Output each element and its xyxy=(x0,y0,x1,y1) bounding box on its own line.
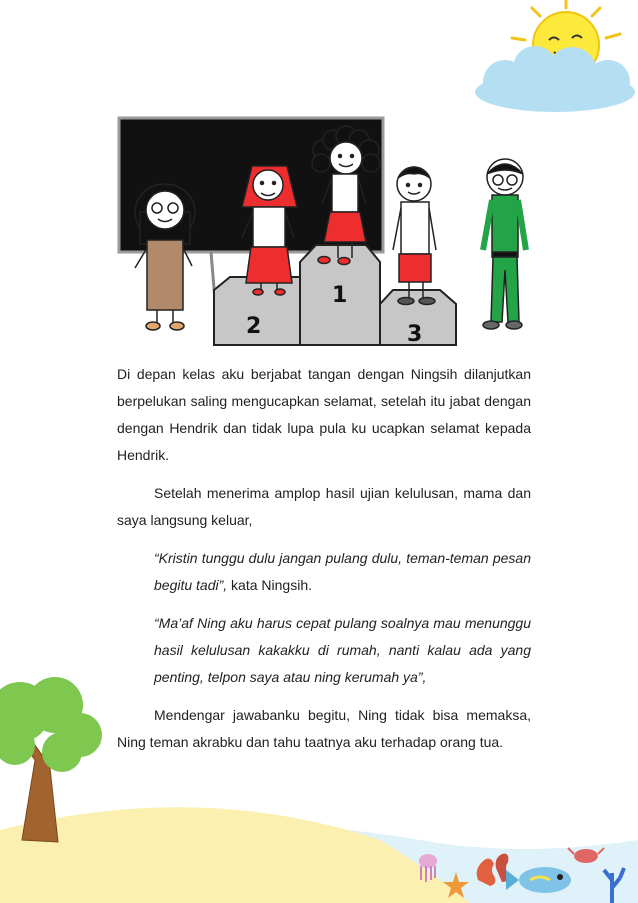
boy-third-place xyxy=(393,167,436,305)
quote-text: “Ma’af Ning aku harus cepat pulang soalnya mau menunggu hasil kelulusan kakakku di rumah, nanti kalau ada yang penting, telpon saya atau ning kerumah ya”, xyxy=(154,615,531,685)
dialogue-quote xyxy=(154,545,531,599)
teacher-figure xyxy=(135,184,195,330)
podium-label-3: 3 xyxy=(407,322,423,347)
paragraph: Setelah menerima amplop hasil ujian kelulusan, mama dan saya langsung keluar, xyxy=(117,485,531,528)
paragraph: Mendengar jawabanku begitu, Ning tidak bisa memaksa, Ning teman akrabku dan tahu taatnya aku terhadap orang tua. xyxy=(117,707,531,750)
quote-text: “Kristin tunggu dulu jangan pulang dulu, teman-teman pesan begitu tadi”, xyxy=(154,550,531,593)
dialogue-quote xyxy=(154,610,531,691)
podium-label-2: 2 xyxy=(246,314,262,339)
podium-label-1: 1 xyxy=(332,283,348,308)
quote-attribution: kata Ningsih. xyxy=(227,577,312,593)
teacher-in-green xyxy=(483,159,526,329)
story-text xyxy=(117,361,531,767)
paragraph: Di depan kelas aku berjabat tangan dengan Ningsih dilanjutkan berpelukan saling mengucapkan selamat, setelah itu jabat dengan dengan Hendrik dan tidak lupa pula ku ucapkan selamat kepada Hendrik. xyxy=(117,366,531,463)
cloud-icon xyxy=(475,46,635,112)
classroom-illustration xyxy=(119,118,526,347)
